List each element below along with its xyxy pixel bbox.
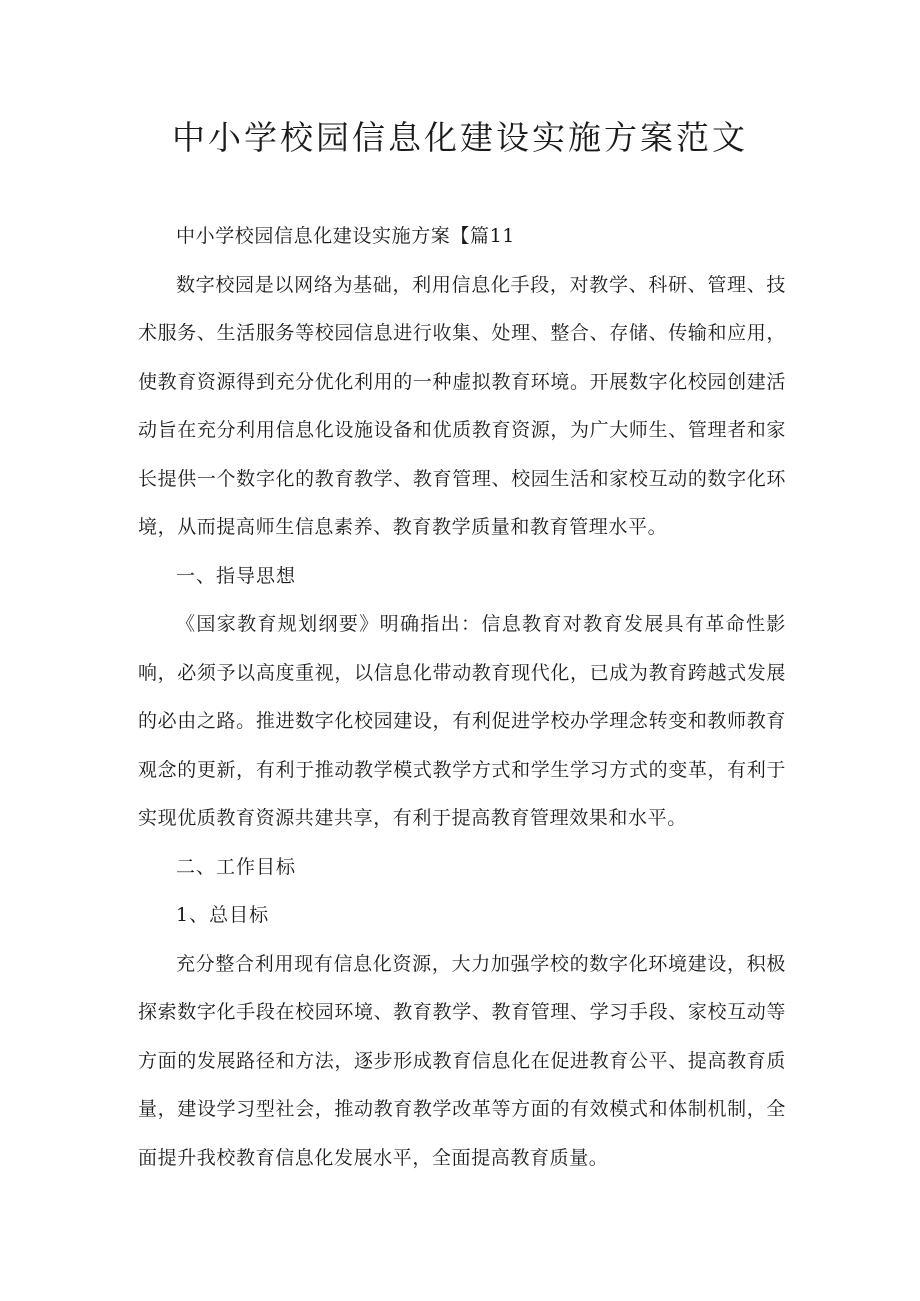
section-subtitle: 中小学校园信息化建设实施方案【篇11 — [176, 225, 515, 247]
document-body — [138, 212, 786, 1182]
guiding-ideology-paragraph: 《国家教育规划纲要》明确指出：信息教育对教育发展具有革命性影响，必须予以高度重视，以信息化带动教育现代化，已成为教育跨越式发展的必由之路。推进数字化校园建设，有利促进学校办学理念转变和教师教育观念的更新，有利于推动教学模式教学方式和学生学习方式的变革，有利于实现优质教育资源共建共享，有利于提高教育管理效果和水平。 — [138, 613, 786, 829]
section-heading-guiding-ideology: 一、指导思想 — [176, 564, 297, 587]
document-title: 中小学校园信息化建设实施方案范文 — [172, 118, 748, 157]
section-heading-work-goals: 二、工作目标 — [176, 855, 297, 878]
subsection-heading-overall-goal: 1、总目标 — [176, 904, 270, 926]
overall-goal-paragraph: 充分整合利用现有信息化资源，大力加强学校的数字化环境建设，积极探索数字化手段在校园环境、教育教学、教育管理、学习手段、家校互动等方面的发展路径和方法，逐步形成教育信息化在促进教育公平、提高教育质量，建设学习型社会，推动教育教学改革等方面的有效模式和体制机制，全面提升我校教育信息化发展水平，全面提高教育质量。 — [138, 952, 786, 1169]
intro-paragraph: 数字校园是以网络为基础，利用信息化手段，对教学、科研、管理、技术服务、生活服务等校园信息进行收集、处理、整合、存储、传输和应用，使教育资源得到充分优化利用的一种虚拟教育环境。开展数字化校园创建活动旨在充分利用信息化设施设备和优质教育资源，为广大师生、管理者和家长提供一个数字化的教育教学、教育管理、校园生活和家校互动的数字化环境，从而提高师生信息素养、教育教学质量和教育管理水平。 — [138, 273, 786, 538]
